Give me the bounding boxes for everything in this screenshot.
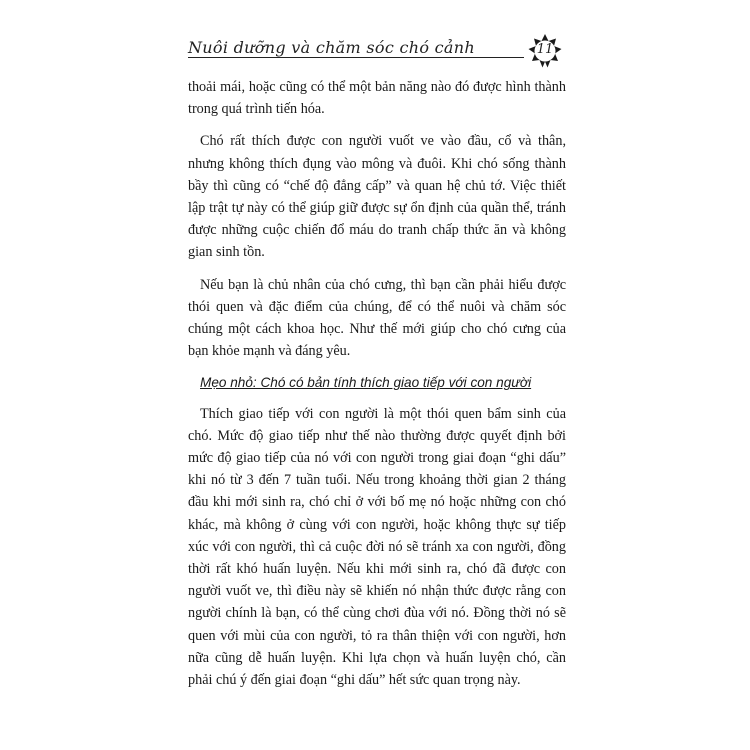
page-number: 11 xyxy=(536,42,554,57)
paragraph: Thích giao tiếp với con người là một thói quen bẩm sinh của chó. Mức độ giao tiếp như thế nào thường được quyết định bởi mức độ giao tiếp của nó với con người trong giai đoạn “ghi dấu” khi nó từ 3 đến 7 tuần tuổi. Nếu trong khoảng thời gian 2 tháng đầu khi mới sinh ra, chó chỉ ở với bố mẹ nó hoặc những con chó khác, mà không ở cùng với con người, hoặc không thực sự tiếp xúc với con người, thì cả cuộc đời nó sẽ tránh xa con người, đồng thời rất khó huấn luyện. Nếu khi mới sinh ra, chó đã được con người vuốt ve, thì điều này sẽ khiến nó nhận thức được rằng con người chính là bạn, có thể cùng chơi đùa với nó. Đồng thời nó sẽ quen với mùi của con người, tỏ ra thân thiện với con người, hơn nữa cũng dễ huấn luyện. Khi lựa chọn và huấn luyện chó, cần phải chú ý đến giai đoạn “ghi dấu” hết sức quan trọng này. xyxy=(188,405,566,689)
running-header xyxy=(188,34,564,68)
page-body xyxy=(188,76,566,701)
paragraph-continued: thoải mái, hoặc cũng có thể một bản năng nào đó được hình thành trong quá trình tiến hóa. xyxy=(188,79,566,118)
paragraph: Nếu bạn là chủ nhân của chó cưng, thì bạn cần phải hiểu được thói quen và đặc điểm của chúng, để có thể nuôi và chăm sóc chúng một cách khoa học. Như thế mới giúp cho chó cưng của bạn khỏe mạnh và đáng yêu. xyxy=(188,276,566,360)
page-number-badge xyxy=(528,34,562,68)
tip-heading: Mẹo nhỏ: Chó có bản tính thích giao tiếp với con người xyxy=(200,375,532,391)
running-header-title: Nuôi dưỡng và chăm sóc chó cảnh xyxy=(188,38,475,57)
header-rule xyxy=(188,57,524,58)
paragraph: Chó rất thích được con người vuốt ve vào đầu, cổ và thân, nhưng không thích đụng vào mông và đuôi. Khi chó sống thành bầy thì cũng có “chế độ đẳng cấp” và quan hệ chủ tớ. Việc thiết lập trật tự này có thể giúp giữ được sự ổn định của quần thể, tránh được những cuộc chiến đổ máu do tranh chấp thức ăn và không gian sinh tồn. xyxy=(188,133,566,261)
